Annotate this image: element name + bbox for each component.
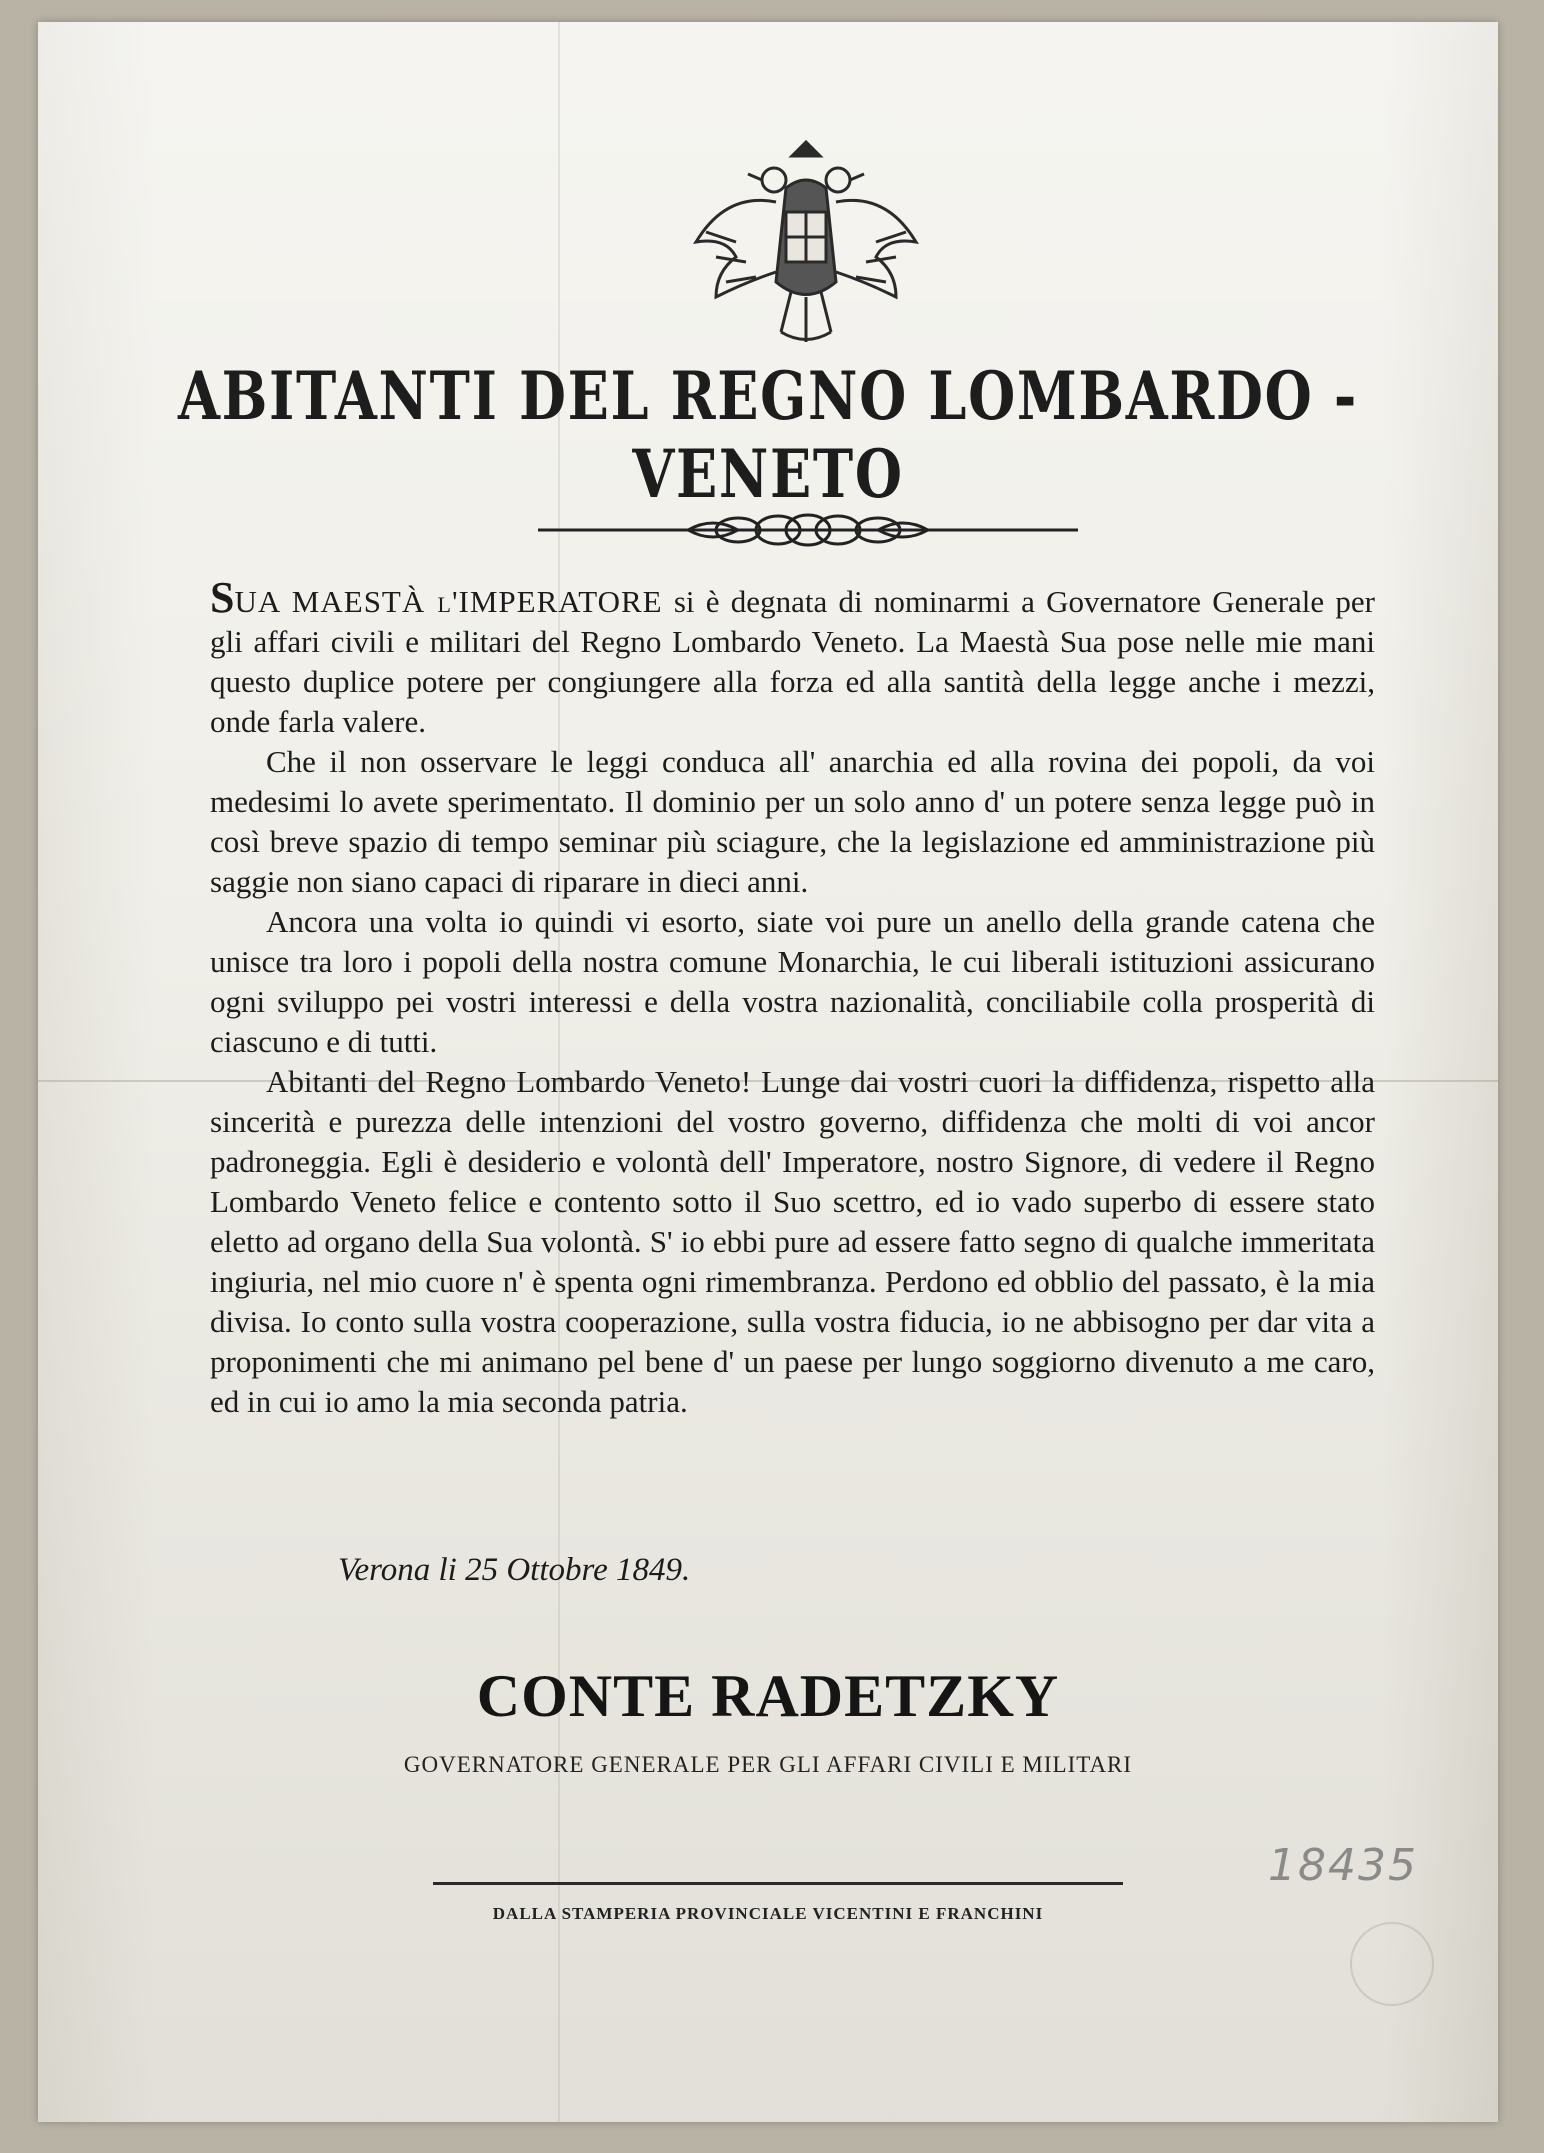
double-headed-eagle-emblem-icon <box>686 132 926 352</box>
footer-rule <box>433 1882 1123 1885</box>
paragraph-1 <box>210 573 1375 742</box>
faded-stamp-icon <box>1350 1922 1434 2006</box>
proclamation-body <box>210 573 1375 1422</box>
signature-role: GOVERNATORE GENERALE PER GLI AFFARI CIVILI E MILITARI <box>403 1752 1133 1777</box>
drop-cap: S <box>210 573 235 622</box>
paragraph-3: Ancora una volta io quindi vi esorto, siate voi pure un anello della grande catena che unisce tra loro i popoli della nostra comune Monarchia, le cui liberali istituzioni assicurano ogni sviluppo pei vostri interessi e della vostra nazionalità, conciliabile colla prosperità di ciascuno e di tutti. <box>210 904 1375 1059</box>
paragraph-1-text: si è degnata di nominarmi a Governatore Generale per gli affari civili e militari del Regno Lombardo Veneto. La Maestà Sua pose nelle mie mani questo duplice potere per congiungere alla forza ed alla santità della legge anche i mezzi, onde farla valere. <box>210 584 1375 739</box>
dateline: Verona li 25 Ottobre 1849. <box>338 1552 691 1588</box>
paragraph-1-lead: UA MAESTÀ l'IMPERATORE <box>234 584 663 619</box>
signature-name: CONTE RADETZKY <box>476 1663 1060 1729</box>
paragraph-2: Che il non osservare le leggi conduca all' anarchia ed alla rovina dei popoli, da voi medesimi lo avete sperimentato. Il dominio per un solo anno d' un potere senza legge può in così breve spazio di tempo seminar più sciagure, che la legislazione ed amministrazione più saggie non siano capaci di riparare in dieci anni. <box>210 744 1375 899</box>
handwritten-inventory-number: 18435 <box>1268 1840 1418 1891</box>
printer-imprint: DALLA STAMPERIA PROVINCIALE VICENTINI E FRANCHINI <box>492 1904 1044 1923</box>
paragraph-4: Abitanti del Regno Lombardo Veneto! Lunge dai vostri cuori la diffidenza, rispetto alla sincerità e purezza delle intenzioni del vostro governo, diffidenza che molti di voi ancor padroneggia. Egli è desiderio e volontà dell' Imperatore, nostro Signore, di vedere il Regno Lombardo Veneto felice e contento sotto il Suo scettro, ed io vado superbo di essere stato eletto ad organo della Sua volontà. S' io ebbi pure ad essere fatto segno di qualche immeritata ingiuria, nel mio cuore n' è spenta ogni rimembranza. Perdono ed obblio del passato, è la mia divisa. Io conto sulla vostra cooperazione, sulla vostra fiducia, io ne abbisogno per dar vita a proponimenti che mi animano pel bene d' un paese per lungo soggiorno divenuto a me caro, ed in cui io amo la mia seconda patria. <box>210 1064 1375 1419</box>
poster-sheet <box>38 22 1498 2122</box>
ornamental-divider-icon <box>538 510 1078 550</box>
poster-title: ABITANTI DEL REGNO LOMBARDO - VENETO <box>177 357 1358 513</box>
